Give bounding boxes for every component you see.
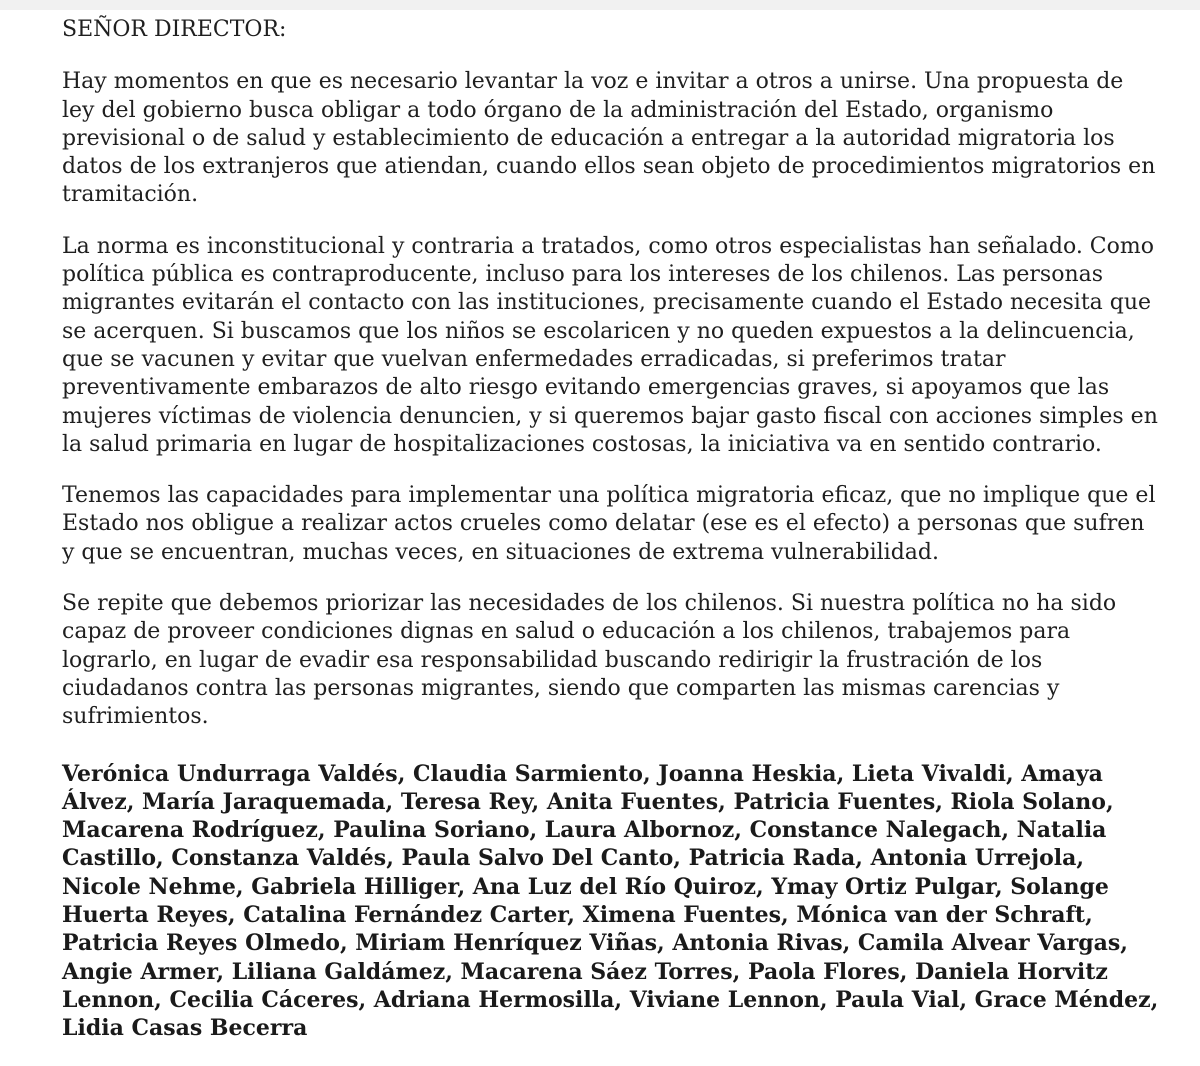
- paragraph-3: Tenemos las capacidades para implementar una política migratoria eficaz, que no implique que el Estado nos obligue a realizar actos crueles como delatar (ese es el efecto) a personas que sufren y que se encuentran, muchas veces, en situaciones de extrema vulnerabilidad.: [62, 483, 1156, 565]
- top-edge-strip: [0, 0, 1200, 10]
- salutation: SEÑOR DIRECTOR:: [62, 17, 287, 42]
- paragraph-2: La norma es inconstitucional y contraria a tratados, como otros especialistas han señalado. Como política pública es contraproducente, incluso para los intereses de los chilenos. Las personas migrantes evitarán el contacto con las instituciones, precisamente cuando el Estado necesita que se acerquen. Si buscamos que los niños se escolaricen y no queden expuestos a la delincuencia, que se vacunen y evitar que vuelvan enfermedades erradicadas, si preferimos tratar preventivamente embarazos de alto riesgo evitando emergencias graves, si apoyamos que las mujeres víctimas de violencia denuncien, y si queremos bajar gasto fiscal con acciones simples en la salud primaria en lugar de hospitalizaciones costosas, la iniciativa va en sentido contrario.: [62, 233, 1158, 457]
- paragraph-1: Hay momentos en que es necesario levantar la voz e invitar a otros a unirse. Una propuesta de ley del gobierno busca obligar a todo órgano de la administración del Estado, organismo previsional o de salud y establecimiento de educación a entregar a la autoridad migratoria los datos de los extranjeros que atiendan, cuando ellos sean objeto de procedimientos migratorios en tramitación.: [62, 69, 1156, 208]
- signatories-list: Verónica Undurraga Valdés, Claudia Sarmiento, Joanna Heskia, Lieta Vivaldi, Amaya Álvez, María Jaraquemada, Teresa Rey, Anita Fuentes, Patricia Fuentes, Riola Solano, Macarena Rodríguez, Paulina Soriano, Laura Albornoz, Constance Nalegach, Natalia Castillo, Constanza Valdés, Paula Salvo Del Canto, Patricia Rada, Antonia Urrejola, Nicole Nehme, Gabriela Hilliger, Ana Luz del Río Quiroz, Ymay Ortiz Pulgar, Solange Huerta Reyes, Catalina Fernández Carter, Ximena Fuentes, Mónica van der Schraft, Patricia Reyes Olmedo, Miriam Henríquez Viñas, Antonia Rivas, Camila Alvear Vargas, Angie Armer, Liliana Galdámez, Macarena Sáez Torres, Paola Flores, Daniela Horvitz Lennon, Cecilia Cáceres, Adriana Hermosilla, Viviane Lennon, Paula Vial, Grace Méndez, Lidia Casas Becerra: [62, 760, 1159, 1042]
- letter-to-editor: [62, 16, 1162, 1043]
- paragraph-4: Se repite que debemos priorizar las necesidades de los chilenos. Si nuestra política no ha sido capaz de proveer condiciones dignas en salud o educación a los chilenos, trabajemos para lograrlo, en lugar de evadir esa responsabilidad buscando redirigir la frustración de los ciudadanos contra las personas migrantes, siendo que comparten las mismas carencias y sufrimientos.: [62, 591, 1117, 730]
